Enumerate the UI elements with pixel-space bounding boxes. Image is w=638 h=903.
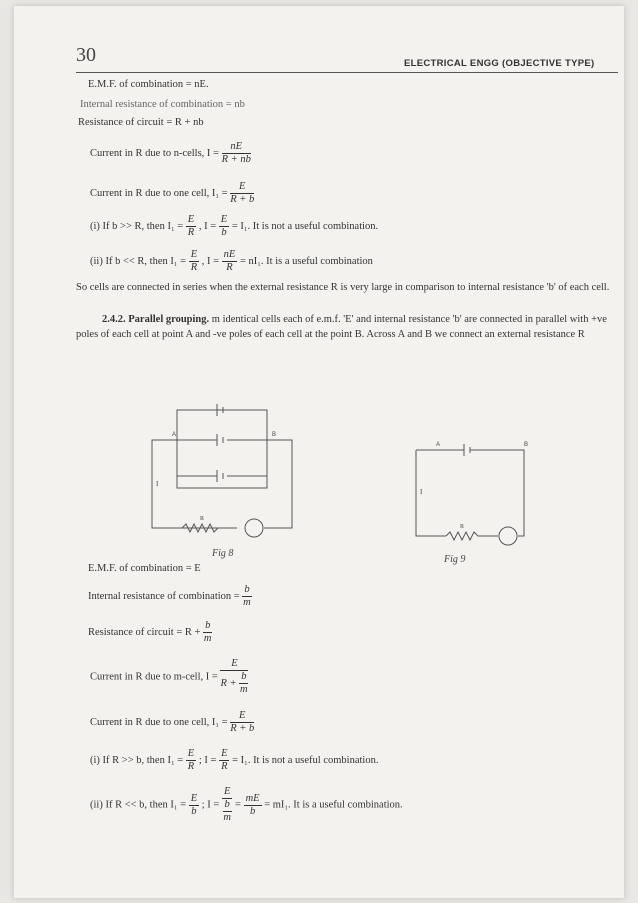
parallel-resistance-circuit: Resistance of circuit = R + $\frac{b}{m}$ xyxy=(88,620,212,644)
parallel-case-1: (i) If R >> b, then I₁ = $\frac{E}{R}$ ; I = $\frac{E}{R}$ = I₁. It is not a useful combination. xyxy=(90,748,379,772)
parallel-current-m: Current in R due to m-cell, I = E R + $\frac{b}{m}$ xyxy=(90,658,248,695)
header-rule xyxy=(76,72,618,73)
parallel-heading: 2.4.2. Parallel grouping. xyxy=(102,314,210,325)
fig9-label-i: I xyxy=(420,488,423,496)
series-current-n-fraction: $\frac{nE}{R + nb}$ xyxy=(221,141,251,165)
fig9-label-r: R xyxy=(460,524,465,530)
fig9-label-a: A xyxy=(436,442,441,448)
parallel-intro xyxy=(76,312,611,342)
parallel-emf: E.M.F. of combination = E xyxy=(88,563,201,574)
series-current-n: Current in R due to n-cells, I = $\frac{nE}{R + nb}$ xyxy=(90,141,251,165)
series-case-1: (i) If b >> R, then I₁ = $\frac{E}{R}$ , I = $\frac{E}{b}$ = I₁. It is not a useful combination. xyxy=(90,214,379,238)
fig9-caption: Fig 9 xyxy=(444,554,466,565)
fig8-caption: Fig 8 xyxy=(212,548,234,559)
parallel-current-one: Current in R due to one cell, I₁ = $\frac{E}{R + b}$ xyxy=(90,710,255,734)
series-conclusion: So cells are connected in series when the external resistance R is very large in comparison to internal resistance 'b' of each cell. xyxy=(76,282,610,293)
fig8-label-i: I xyxy=(156,480,159,488)
parallel-internal-resistance: Internal resistance of combination = $\frac{b}{m}$ xyxy=(88,584,251,608)
fig9-label-b: B xyxy=(524,442,529,448)
running-header: ELECTRICAL ENGG (OBJECTIVE TYPE) xyxy=(404,58,595,69)
fig8-label-r: R xyxy=(200,516,205,522)
fig8-label-a: A xyxy=(172,432,177,438)
series-internal-resistance: Internal resistance of combination = nb xyxy=(80,99,245,110)
series-current-one: Current in R due to one cell, I₁ = $\frac{E}{R + b}$ xyxy=(90,181,255,205)
parallel-case-2: (ii) If R << b, then I₁ = $\frac{E}{b}$ ; I = $\frac{E}{\frac{b}{m}}$ = $\frac{mE}{b}$ = mI₁. It is a useful combination. xyxy=(90,786,403,823)
page-number: 30 xyxy=(76,44,96,66)
series-current-one-fraction: $\frac{E}{R + b}$ xyxy=(230,181,255,205)
series-emf: E.M.F. of combination = nE. xyxy=(88,79,209,90)
parallel-text: m identical cells each of e.m.f. 'E' and internal resistance 'b' are connected in parallel with +ve poles of each cell at point A and -ve poles of each cell at the point B. Across A and B we connect an external resistance R xyxy=(76,314,607,340)
series-case-2: (ii) If b << R, then I₁ = $\frac{E}{R}$ , I = $\frac{nE}{R}$ = nI₁. It is a useful combination xyxy=(90,249,373,273)
fig9-single-cell-circuit xyxy=(406,438,542,550)
fig8-label-b: B xyxy=(272,432,277,438)
series-resistance-circuit: Resistance of circuit = R + nb xyxy=(78,117,204,128)
document-page xyxy=(14,6,624,898)
fig8-parallel-circuit xyxy=(132,378,302,556)
